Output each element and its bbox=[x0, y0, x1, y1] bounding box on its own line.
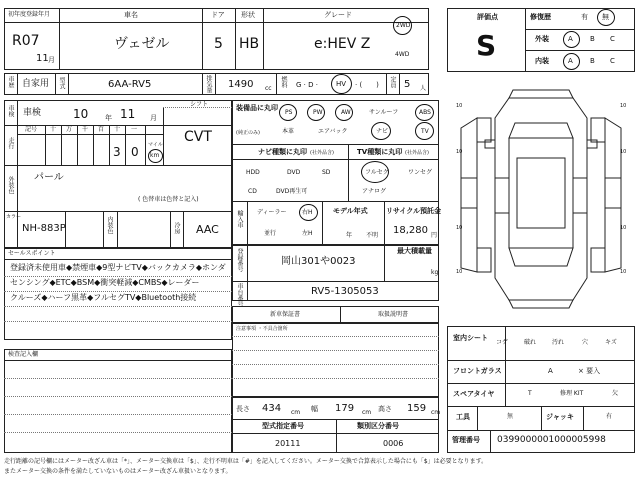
model-label: 車名 bbox=[124, 11, 138, 19]
defects-block bbox=[232, 323, 439, 397]
import-right-h-circle bbox=[299, 204, 318, 221]
capacity-value: 5 bbox=[404, 79, 411, 90]
odometer-label: 走行 bbox=[7, 137, 14, 149]
length-label: 長さ bbox=[236, 405, 250, 413]
import-left-h: 左H bbox=[302, 230, 313, 237]
tools-label: 工具 bbox=[456, 413, 470, 421]
color-code-label: カラー bbox=[6, 214, 22, 220]
equip-tv-circle bbox=[415, 122, 434, 140]
equip-abs: ABS bbox=[419, 109, 431, 116]
equip-ps-circle bbox=[279, 104, 297, 121]
navi-type-sub: (社外品含) bbox=[310, 150, 334, 156]
first-reg-month: 11 bbox=[36, 53, 49, 64]
exterior-color-label: 外装色 bbox=[7, 176, 14, 194]
inspection-year-unit: 年 bbox=[105, 114, 112, 122]
capacity-unit: 人 bbox=[420, 85, 427, 92]
height-value: 159 bbox=[407, 403, 427, 414]
inspection-label-2: 車検 bbox=[23, 108, 42, 118]
height-unit: cm bbox=[431, 409, 441, 416]
scale-mark-1: 10 bbox=[456, 103, 463, 109]
spare-t: T bbox=[528, 390, 532, 397]
import-label: 輸入車 bbox=[236, 210, 243, 228]
shift-label: シフト bbox=[190, 101, 209, 108]
scale-mark-8: 10 bbox=[620, 269, 627, 275]
navi-cd: CD bbox=[248, 188, 257, 195]
disp-value: 1490 bbox=[228, 79, 254, 90]
tv-analog: アナログ bbox=[362, 188, 387, 195]
seat-stain: 汚れ bbox=[552, 339, 565, 346]
odo-unit-mile: マイル bbox=[148, 142, 163, 148]
odo-digit-10: 3 bbox=[113, 145, 121, 159]
odo-head-10: 十 bbox=[114, 126, 121, 133]
doors-label: ドア bbox=[211, 11, 225, 19]
mgmt-label: 管理番号 bbox=[452, 436, 480, 444]
fuel-hv: HV bbox=[336, 80, 347, 88]
first-reg-year: R07 bbox=[12, 33, 40, 49]
glass-label: フロントガラス bbox=[453, 367, 502, 375]
ext-grade-c: C bbox=[610, 35, 615, 43]
width-label: 幅 bbox=[311, 405, 318, 413]
ac-value: AAC bbox=[196, 223, 219, 236]
spec-value: 20111 bbox=[275, 439, 301, 448]
repair-no: 無 bbox=[602, 13, 609, 21]
max-load-unit: kg bbox=[431, 269, 439, 276]
int-grade-a: A bbox=[568, 57, 573, 65]
sales-point-label: セールスポイント bbox=[8, 250, 56, 257]
odo-head-100: 百 bbox=[98, 126, 105, 133]
scale-mark-3: 10 bbox=[456, 149, 463, 155]
equip-abs-circle bbox=[415, 104, 434, 121]
model-year-unit: 年 bbox=[346, 232, 353, 239]
odo-unit-km: km bbox=[150, 152, 160, 159]
max-load-label: 最大積載量 bbox=[397, 247, 432, 255]
odo-head-symbol: 記号 bbox=[25, 126, 38, 133]
exterior-color-value: パール bbox=[34, 172, 64, 183]
jack-label: ジャッキ bbox=[546, 413, 574, 421]
tv-type-sub: (社外品含) bbox=[405, 150, 429, 156]
navi-dvd-play: DVD再生可 bbox=[276, 188, 308, 195]
int-grade-b: B bbox=[590, 57, 595, 65]
navi-sd: SD bbox=[322, 169, 331, 176]
spare-kit: 修理 KIT bbox=[560, 390, 584, 397]
mgmt-value: 0399000001000005998 bbox=[497, 435, 606, 445]
color-code-value: NH-883P bbox=[22, 223, 66, 234]
tv-fullseg-circle bbox=[361, 161, 389, 183]
seat-burn: コゲ bbox=[496, 339, 509, 346]
odo-head-100k: 十 bbox=[50, 126, 57, 133]
disp-label: 排気量 bbox=[205, 75, 212, 93]
recycle-label: リサイクル預託金 bbox=[386, 207, 442, 215]
plate-label: 登録番号 bbox=[236, 248, 243, 272]
ext-grade-a: A bbox=[568, 35, 573, 43]
interior-color-label: 内装色 bbox=[106, 216, 113, 234]
inspection-label: 車検 bbox=[7, 105, 14, 117]
class-label: 類別区分番号 bbox=[357, 422, 399, 430]
fuel-options: G · D · bbox=[296, 81, 318, 89]
navi-type-label: ナビ種類に丸印 bbox=[258, 148, 307, 156]
inspector-notes-block bbox=[4, 349, 232, 453]
glass-replace: × 要入 bbox=[578, 367, 601, 375]
grade-label: グレード bbox=[324, 11, 352, 19]
scale-mark-2: 10 bbox=[620, 103, 627, 109]
doc-manual: 取扱説明書 bbox=[378, 311, 409, 318]
capacity-label: 定員 bbox=[389, 76, 396, 88]
scale-mark-6: 10 bbox=[620, 225, 627, 231]
ac-label: 冷房 bbox=[173, 222, 180, 234]
seat-tear: 破れ bbox=[524, 339, 537, 346]
equip-aw: AW bbox=[341, 109, 351, 116]
model-year-label: モデル年式 bbox=[333, 207, 368, 215]
inspection-month-unit: 月 bbox=[150, 114, 157, 122]
defect-label: 注意事項 ・不具合箇所 bbox=[236, 326, 288, 332]
grade-value: e:HEV Z bbox=[314, 36, 371, 52]
model-name: ヴェゼル bbox=[114, 36, 170, 52]
import-dealer: ディーラー bbox=[257, 209, 287, 216]
navi-hdd: HDD bbox=[246, 169, 260, 176]
odo-head-1k: 千 bbox=[82, 126, 89, 133]
first-reg-month-unit: 月 bbox=[48, 56, 55, 64]
eval-score-label: 評価点 bbox=[477, 13, 498, 21]
body-value: HB bbox=[239, 36, 260, 52]
jack-value: 有 bbox=[606, 413, 613, 420]
spare-label: スペアタイヤ bbox=[453, 390, 495, 398]
usage-value: 自家用 bbox=[22, 79, 50, 89]
fuel-label: 燃料 bbox=[280, 76, 287, 88]
width-unit: cm bbox=[362, 409, 372, 416]
plate-value: 岡山301や0023 bbox=[281, 256, 356, 267]
odo-head-10k: 万 bbox=[66, 126, 73, 133]
seat-scratch: キズ bbox=[605, 339, 617, 346]
inspector-notes-label: 検査記入欄 bbox=[8, 351, 39, 358]
drive-4wd: 4WD bbox=[395, 51, 410, 58]
glass-a: A bbox=[548, 367, 553, 375]
drive-2wd: 2WD bbox=[396, 22, 411, 29]
navi-dvd: DVD bbox=[287, 169, 301, 176]
tv-oneseg: ワンセグ bbox=[408, 169, 433, 176]
car-outline-icon bbox=[447, 78, 635, 318]
scale-mark-5: 10 bbox=[456, 225, 463, 231]
seat-hole: 穴 bbox=[582, 339, 589, 346]
length-unit: cm bbox=[291, 409, 301, 416]
odo-head-1: 一 bbox=[131, 126, 138, 133]
width-value: 179 bbox=[335, 403, 355, 414]
color-change-note: ( 色替車は色替と記入) bbox=[138, 196, 199, 203]
repair-label: 修復歴 bbox=[530, 13, 551, 21]
scale-mark-4: 10 bbox=[620, 149, 627, 155]
int-grade-c: C bbox=[610, 57, 615, 65]
ext-label: 外装 bbox=[535, 35, 549, 43]
disp-unit: cc bbox=[265, 85, 272, 92]
class-value: 0006 bbox=[383, 439, 404, 448]
equip-aw-circle bbox=[335, 104, 353, 121]
sales-line-3: クルーズ◆ハーフ黒革◆フルセグTV◆Bluetooth接続 bbox=[10, 293, 197, 302]
equip-navi-circle bbox=[371, 122, 391, 140]
equip-label: 装備品に丸印 bbox=[236, 104, 278, 112]
equip-pw: PW bbox=[313, 109, 323, 116]
height-label: 高さ bbox=[378, 405, 392, 413]
repair-yes: 有 bbox=[581, 13, 588, 21]
first-reg-label: 初年度登録年月 bbox=[8, 11, 51, 18]
scale-mark-7: 10 bbox=[456, 269, 463, 275]
seat-label: 室内シート bbox=[453, 334, 488, 342]
chassis-label: 車台番号 bbox=[236, 283, 243, 307]
sales-line-1: 登録済未使用車◆禁煙車◆9型ナビTV◆バックカメラ◆ホンダ bbox=[10, 263, 226, 272]
model-year-unknown: 不明 bbox=[366, 232, 379, 239]
doc-warranty: 新車保証書 bbox=[270, 311, 301, 318]
eval-score: S bbox=[476, 29, 497, 62]
import-parallel: 並行 bbox=[264, 230, 277, 237]
inspection-month: 11 bbox=[120, 107, 136, 121]
fuel-other: · ( ) bbox=[355, 81, 379, 89]
equip-ps: PS bbox=[285, 109, 293, 116]
length-value: 434 bbox=[262, 403, 282, 414]
equip-sunroof: サンルーフ bbox=[369, 109, 399, 116]
tv-type-label: TV種類に丸印 bbox=[357, 148, 403, 156]
odo-digit-1: 0 bbox=[131, 145, 139, 159]
equip-airbag: エアバック bbox=[318, 128, 348, 135]
ext-grade-b: B bbox=[590, 35, 595, 43]
doors-value: 5 bbox=[214, 36, 223, 52]
chassis-value: RV5-1305053 bbox=[311, 286, 379, 297]
body-label: 形状 bbox=[241, 11, 255, 19]
equip-tv: TV bbox=[421, 128, 429, 135]
int-label: 内装 bbox=[535, 57, 549, 65]
type-label: 型式 bbox=[58, 77, 65, 89]
footer-note-2: またメーター交換の条件を満たしていないものはメーター改ざん車扱いとなります。 bbox=[4, 468, 232, 475]
type-value: 6AA-RV5 bbox=[108, 79, 152, 90]
equip-leather: 本革 bbox=[282, 128, 295, 135]
equip-sub: (純正のみ) bbox=[236, 130, 260, 136]
footer-note-1: 走行距離の記号欄にはメーター改ざん車は「*」、メーター交換車は「$」、走行不明車は「#」を記入してください。メーター交換で合算表示した場合にも「$」は必要となります。 bbox=[4, 458, 488, 465]
recycle-unit: 円 bbox=[431, 232, 438, 239]
equip-navi: ナビ bbox=[376, 128, 389, 135]
inspection-year: 10 bbox=[73, 107, 89, 121]
sales-line-2: センシング◆ETC◆BSM◆衝突軽減◆CMBS◆レーダー bbox=[10, 278, 200, 287]
import-right-h: 右H bbox=[302, 209, 313, 216]
shift-value: CVT bbox=[184, 129, 212, 145]
spare-none: 欠 bbox=[612, 390, 619, 397]
car-damage-diagram bbox=[447, 78, 635, 318]
tv-fullseg: フルセグ bbox=[365, 169, 389, 176]
usage-label: 車歴 bbox=[7, 76, 14, 88]
spec-label: 型式指定番号 bbox=[262, 422, 304, 430]
recycle-value: 18,280 bbox=[393, 225, 428, 236]
tools-value: 無 bbox=[507, 413, 514, 420]
equip-pw-circle bbox=[307, 104, 325, 121]
